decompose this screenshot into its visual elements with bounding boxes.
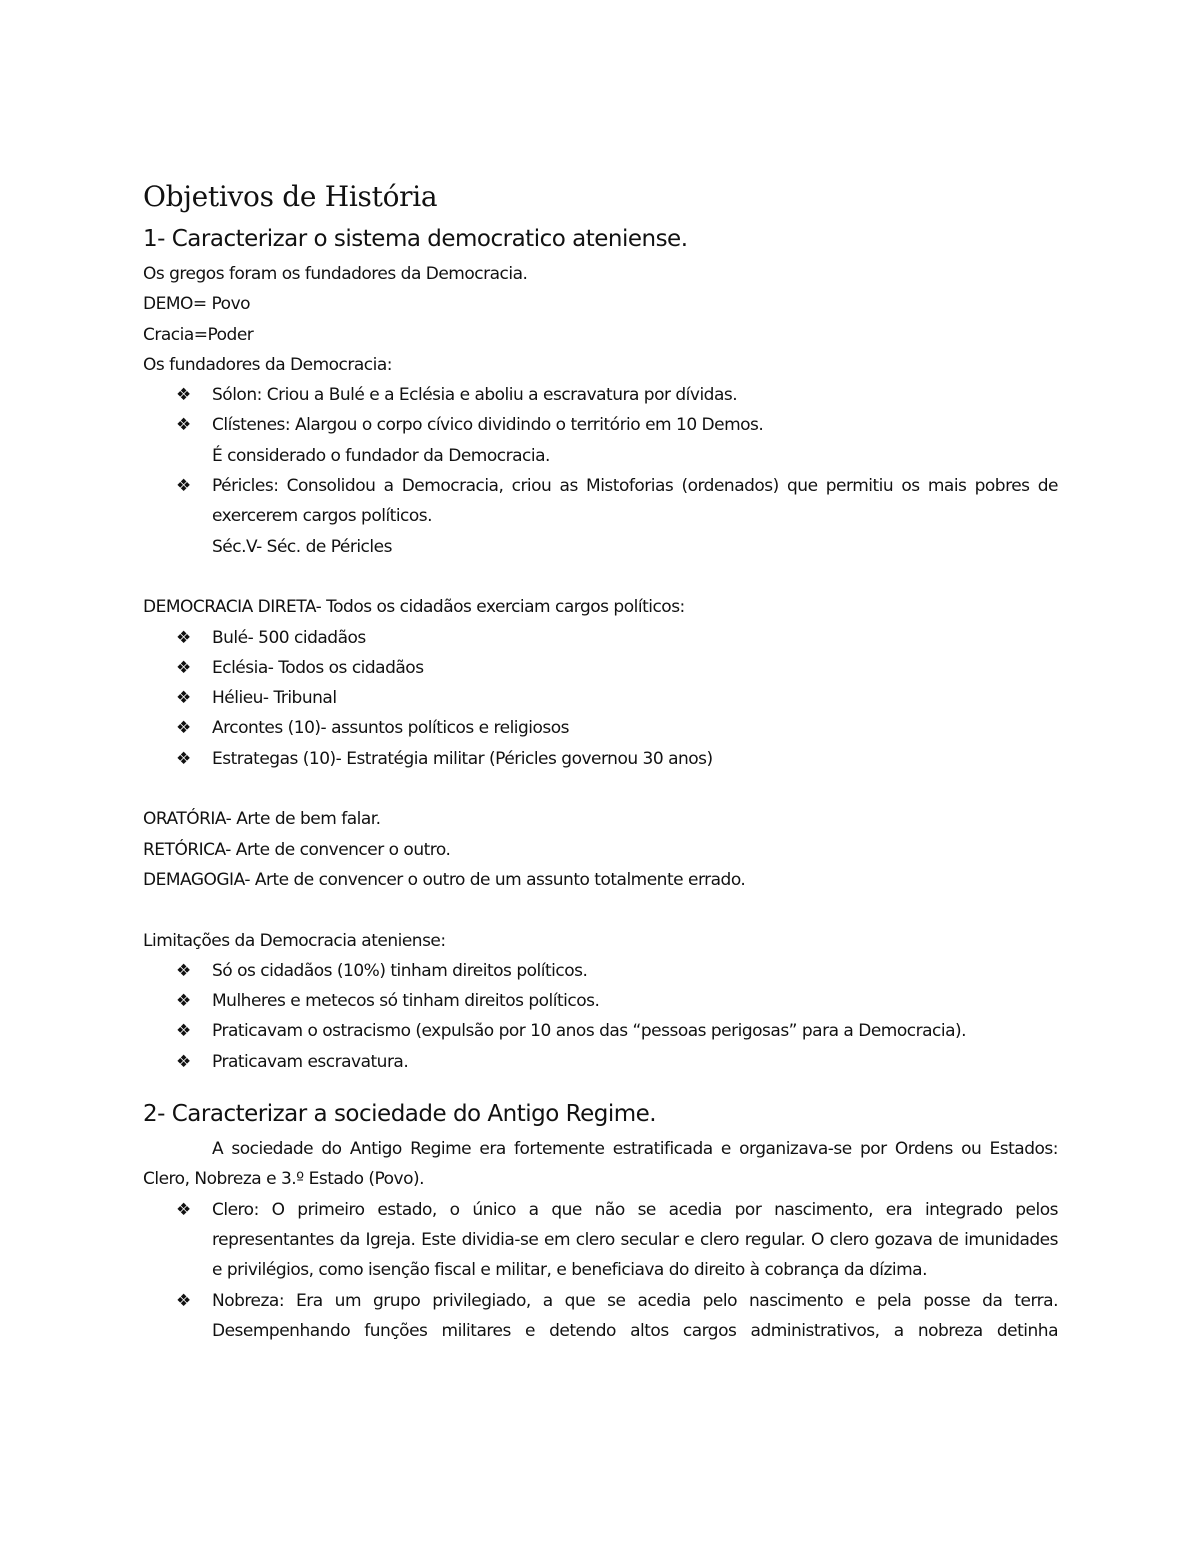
list-item bbox=[143, 986, 1058, 1016]
list-item bbox=[143, 1016, 1058, 1046]
spacer bbox=[143, 774, 1058, 804]
diamond-bullet-icon: ❖ bbox=[176, 1290, 192, 1311]
list-item-text: Estrategas (10)- Estratégia militar (Péricles governou 30 anos) bbox=[212, 748, 713, 769]
list-item-text: Arcontes (10)- assuntos políticos e religiosos bbox=[212, 718, 570, 739]
section-2-heading: 2- Caracterizar a sociedade do Antigo Regime. bbox=[143, 1101, 657, 1128]
list-item bbox=[143, 1047, 1058, 1077]
list-item-text-continuation: Séc.V- Séc. de Péricles bbox=[212, 536, 392, 557]
list-item bbox=[143, 653, 1058, 683]
list-item bbox=[143, 380, 1058, 410]
paragraph-intro: Os gregos foram os fundadores da Democracia. bbox=[143, 264, 528, 284]
diamond-bullet-icon: ❖ bbox=[176, 1021, 192, 1042]
list-item bbox=[143, 713, 1058, 743]
section-1-heading: 1- Caracterizar o sistema democratico ateniense. bbox=[143, 226, 688, 252]
diamond-bullet-icon: ❖ bbox=[176, 415, 192, 436]
diamond-bullet-icon: ❖ bbox=[176, 960, 192, 981]
list-item-text: Clero: O primeiro estado, o único a que não se acedia por nascimento, era integrado pelos representantes da Igreja. Este dividia-se em clero secular e clero regular. O clero gozava de imunidades e privilégios, como isenção fiscal e militar, e beneficiava do direito à cobrança da dízima. bbox=[212, 1199, 1058, 1281]
paragraph-retorica: RETÓRICA- Arte de convencer o outro. bbox=[143, 839, 451, 860]
founders-list bbox=[143, 380, 1058, 562]
list-item-text: Praticavam o ostracismo (expulsão por 10 anos das “pessoas perigosas” para a Democracia). bbox=[212, 1021, 967, 1042]
paragraph-oratoria: ORATÓRIA- Arte de bem falar. bbox=[143, 809, 381, 830]
list-item bbox=[143, 1195, 1058, 1286]
paragraph-founders-label: Os fundadores da Democracia: bbox=[143, 354, 393, 375]
list-item-text: Eclésia- Todos os cidadãos bbox=[212, 657, 424, 678]
paragraph-demo: DEMO= Povo bbox=[143, 294, 251, 315]
diamond-bullet-icon: ❖ bbox=[176, 1051, 192, 1072]
spacer bbox=[143, 1077, 1058, 1099]
paragraph-cracia: Cracia=Poder bbox=[143, 324, 254, 345]
list-item-text: Sólon: Criou a Bulé e a Eclésia e aboliu a escravatura por dívidas. bbox=[212, 385, 738, 406]
diamond-bullet-icon: ❖ bbox=[176, 657, 192, 678]
document-title: Objetivos de História bbox=[143, 180, 438, 213]
document-page bbox=[143, 180, 1058, 1346]
direta-list bbox=[143, 623, 1058, 774]
list-item bbox=[143, 744, 1058, 774]
list-item bbox=[143, 683, 1058, 713]
list-item-text: Só os cidadãos (10%) tinham direitos políticos. bbox=[212, 960, 588, 981]
list-item bbox=[143, 471, 1058, 562]
paragraph-democracia-direta: DEMOCRACIA DIRETA- Todos os cidadãos exerciam cargos políticos: bbox=[143, 597, 685, 618]
list-item-text: Bulé- 500 cidadãos bbox=[212, 627, 366, 648]
diamond-bullet-icon: ❖ bbox=[176, 718, 192, 739]
list-item-text: Clístenes: Alargou o corpo cívico dividindo o território em 10 Demos. bbox=[212, 415, 764, 436]
spacer bbox=[143, 562, 1058, 592]
diamond-bullet-icon: ❖ bbox=[176, 385, 192, 406]
paragraph-demagogia: DEMAGOGIA- Arte de convencer o outro de um assunto totalmente errado. bbox=[143, 869, 746, 890]
diamond-bullet-icon: ❖ bbox=[176, 1199, 192, 1220]
diamond-bullet-icon: ❖ bbox=[176, 688, 192, 709]
diamond-bullet-icon: ❖ bbox=[176, 627, 192, 648]
list-item-text: Péricles: Consolidou a Democracia, criou as Mistoforias (ordenados) que permitiu os mais pobres de exercerem cargos políticos. bbox=[212, 476, 1058, 527]
list-item bbox=[143, 1286, 1058, 1347]
list-item-text: Nobreza: Era um grupo privilegiado, a que se acedia pelo nascimento e pela posse da terra. Desempenhando funções militares e detendo altos cargos administrativos, a nobreza detinha bbox=[212, 1290, 1058, 1341]
paragraph-limitacoes-label: Limitações da Democracia ateniense: bbox=[143, 930, 446, 951]
diamond-bullet-icon: ❖ bbox=[176, 991, 192, 1012]
paragraph-sociedade-intro: A sociedade do Antigo Regime era fortemente estratificada e organizava-se por Ordens ou Estados: Clero, Nobreza e 3.º Estado (Povo). bbox=[143, 1139, 1058, 1190]
diamond-bullet-icon: ❖ bbox=[176, 476, 192, 497]
ordens-list bbox=[143, 1195, 1058, 1346]
list-item bbox=[143, 623, 1058, 653]
limitacoes-list bbox=[143, 956, 1058, 1077]
list-item-text: Mulheres e metecos só tinham direitos políticos. bbox=[212, 991, 600, 1012]
list-item-text: Praticavam escravatura. bbox=[212, 1051, 409, 1072]
list-item-text-continuation: É considerado o fundador da Democracia. bbox=[212, 445, 550, 466]
list-item-text: Hélieu- Tribunal bbox=[212, 688, 337, 709]
list-item bbox=[143, 956, 1058, 986]
list-item bbox=[143, 410, 1058, 471]
diamond-bullet-icon: ❖ bbox=[176, 748, 192, 769]
spacer bbox=[143, 895, 1058, 925]
